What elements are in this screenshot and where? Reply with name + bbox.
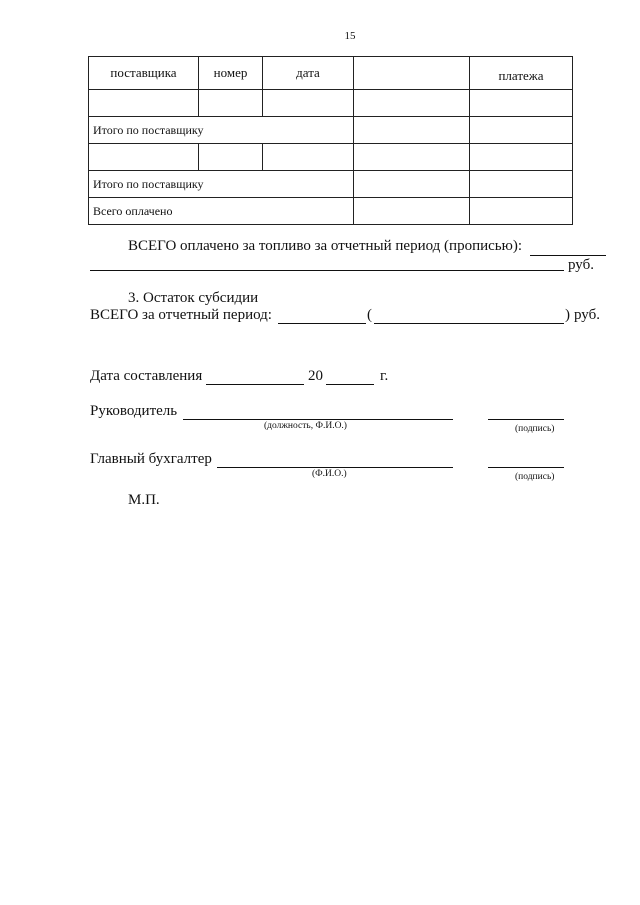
subsidy-total-label: ВСЕГО за отчетный период: — [90, 307, 272, 323]
table-cell — [199, 144, 263, 171]
table-header-row — [89, 57, 573, 90]
table-cell — [470, 117, 573, 144]
subtotal-row — [89, 171, 573, 198]
fuel-total-label: ВСЕГО оплачено за топливо за отчетный период (прописью): — [128, 238, 522, 254]
date-label: Дата составления — [90, 368, 203, 384]
page-number: 15 — [344, 30, 356, 42]
table-cell — [89, 90, 199, 117]
table-row — [89, 144, 573, 171]
fuel-amount-words-line[interactable] — [90, 270, 564, 271]
payments-table — [88, 56, 573, 225]
subtotal-label: Итого по поставщику — [89, 171, 354, 198]
table-cell — [263, 144, 354, 171]
table-cell — [354, 198, 470, 225]
table-row — [89, 90, 573, 117]
manager-name-line[interactable] — [183, 419, 453, 420]
date-year-suffix: г. — [380, 368, 389, 384]
table-cell — [199, 90, 263, 117]
table-cell — [470, 198, 573, 225]
header-cell — [354, 57, 470, 90]
header-cell: платежа — [470, 57, 573, 90]
table-cell — [354, 90, 470, 117]
table-cell — [470, 144, 573, 171]
subsidy-amount-line[interactable] — [278, 323, 366, 324]
accountant-label: Главный бухгалтер — [90, 451, 212, 467]
table-cell — [470, 171, 573, 198]
table-cell — [470, 90, 573, 117]
subsidy-close-paren: ) — [565, 307, 570, 323]
fuel-currency: руб. — [568, 257, 594, 273]
manager-label: Руководитель — [90, 403, 178, 419]
header-cell: дата — [263, 57, 354, 90]
table-cell — [354, 171, 470, 198]
date-year-prefix: 20 — [308, 368, 323, 384]
manager-signature-caption: (подпись) — [515, 424, 555, 434]
table-cell — [263, 90, 354, 117]
accountant-signature-caption: (подпись) — [515, 472, 555, 482]
subsidy-words-line[interactable] — [374, 323, 564, 324]
table-cell — [354, 117, 470, 144]
manager-caption: (должность, Ф.И.О.) — [264, 421, 347, 431]
accountant-name-line[interactable] — [217, 467, 453, 468]
subtotal-row — [89, 117, 573, 144]
table-cell — [354, 144, 470, 171]
manager-signature-line[interactable] — [488, 419, 564, 420]
total-label: Всего оплачено — [89, 198, 354, 225]
date-year-line[interactable] — [326, 384, 374, 385]
stamp-place: М.П. — [128, 492, 160, 508]
accountant-signature-line[interactable] — [488, 467, 564, 468]
subtotal-label: Итого по поставщику — [89, 117, 354, 144]
fuel-amount-line[interactable] — [530, 255, 606, 256]
subsidy-open-paren: ( — [367, 307, 372, 323]
subsidy-heading: 3. Остаток субсидии — [128, 290, 259, 306]
header-cell: поставщика — [89, 57, 199, 90]
table-cell — [89, 144, 199, 171]
subsidy-currency: руб. — [574, 307, 600, 323]
accountant-caption: (Ф.И.О.) — [312, 469, 347, 479]
header-cell: номер — [199, 57, 263, 90]
date-day-month-line[interactable] — [206, 384, 304, 385]
total-row — [89, 198, 573, 225]
